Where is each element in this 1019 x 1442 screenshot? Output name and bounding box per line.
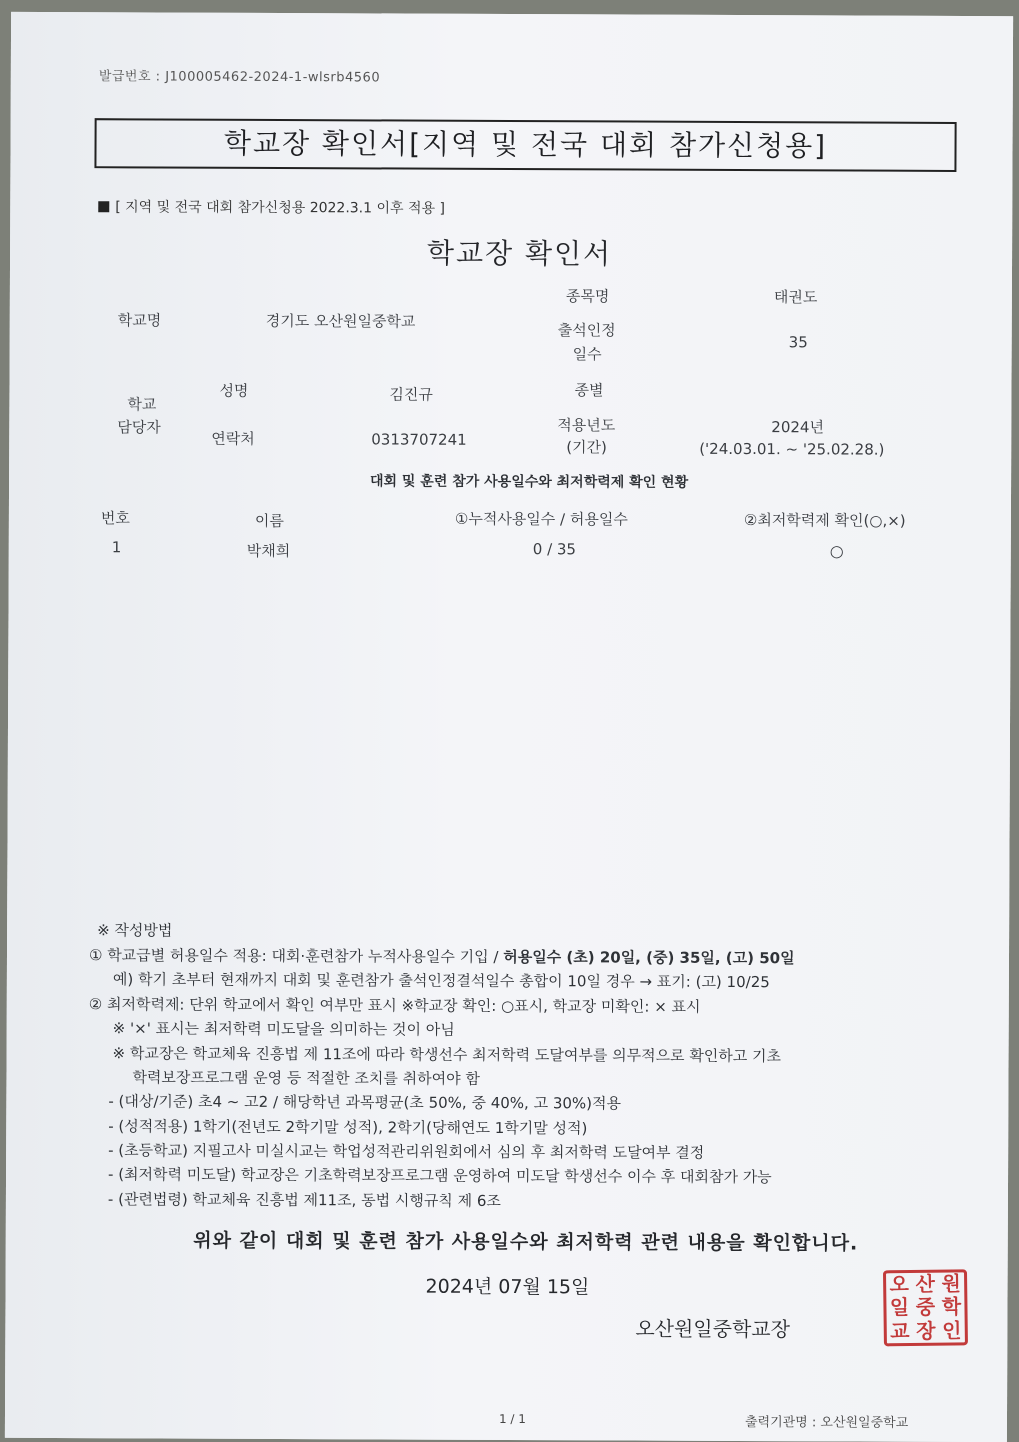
- sport-value: 태권도: [773, 288, 818, 307]
- subheading-text: [ 지역 및 전국 대회 참가신청용 2022.3.1 이후 적용 ]: [115, 199, 445, 217]
- issue-date: 2024년 07월 15일: [425, 1275, 590, 1299]
- name-label: 성명: [219, 381, 249, 400]
- notes-line-7: - (대상/기준) 초4 ~ 고2 / 해당학년 과목평균(초 50%, 중 40%, 고 30%)적용: [108, 1092, 622, 1113]
- seal-char: 산: [915, 1271, 935, 1296]
- principal-name: 오산원일중학교장: [635, 1316, 790, 1342]
- seal-char: 교: [889, 1318, 910, 1343]
- col-header-days: ①누적사용일수 / 허용일수: [454, 509, 628, 529]
- confirm-statement: 위와 같이 대회 및 훈련 참가 사용일수와 최저학력 관련 내용을 확인합니다.: [193, 1229, 859, 1255]
- attendance-label-2: 일수: [572, 345, 602, 364]
- sport-label: 종목명: [565, 287, 610, 306]
- page-number: 1 / 1: [498, 1411, 526, 1427]
- section-title: 대회 및 훈련 참가 사용일수와 최저학력제 확인 현황: [369, 473, 689, 491]
- period-value: ('24.03.01. ~ '25.02.28.): [699, 439, 885, 459]
- printed-by: 출력기관명 : 오산원일중학교: [744, 1415, 909, 1431]
- issue-number: 발급번호 : J100005462-2024-1-wlsrb4560: [98, 69, 381, 86]
- table-row-days: 0 / 35: [532, 540, 577, 559]
- table-row-minimum: ○: [829, 541, 844, 561]
- contact-label: 연락처: [211, 429, 255, 448]
- seal-char: 장: [915, 1318, 936, 1343]
- attendance-value: 35: [788, 333, 808, 352]
- seal-char: 오: [889, 1272, 909, 1297]
- year-label-1: 적용년도: [557, 416, 616, 435]
- attendance-label-1: 출석인정: [557, 321, 616, 340]
- seal-char: 중: [915, 1295, 936, 1320]
- col-header-number: 번호: [100, 509, 130, 528]
- notes-line-5: ※ 학교장은 학교체육 진흥법 제 11조에 따라 학생선수 최저학력 도달여부를 의무적으로 확인하고 기초: [112, 1044, 782, 1066]
- col-header-name: 이름: [254, 511, 284, 531]
- notes-line-6: 학력보장프로그램 운영 등 적절한 조치를 취하여야 함: [132, 1068, 480, 1088]
- document-page: [5, 12, 1013, 1442]
- notes-line-2: 예) 학기 초부터 현재까지 대회 및 훈련참가 출석인정결석일수 총합이 10일 경우 → 표기: (고) 10/25: [112, 970, 770, 992]
- manager-label-2: 담당자: [117, 418, 161, 437]
- notes-line-1-bold: 허용일수 (초) 20일, (중) 35일, (고) 50일: [503, 947, 795, 968]
- notes-line-8: - (성적적용) 1학기(전년도 2학기말 성적), 2학기(당해연도 1학기말 성적): [108, 1117, 588, 1138]
- col-header-minimum: ②최저학력제 확인(○,×): [743, 511, 906, 530]
- table-row-name: 박채희: [246, 541, 291, 561]
- notes-line-1-text: ① 학교급별 허용일수 적용: 대회·훈련참가 누적사용일수 기입 /: [88, 946, 504, 966]
- official-seal-icon: [883, 1269, 968, 1346]
- main-title: 학교장 확인서[지역 및 전국 대회 참가신청용]: [94, 118, 956, 172]
- school-value: 경기도 오산원일중학교: [265, 311, 416, 331]
- notes-line-9: - (초등학교) 지필고사 미실시교는 학업성적관리위원회에서 심의 후 최저학력 도달여부 결정: [108, 1141, 705, 1162]
- manager-label-1: 학교: [127, 395, 157, 414]
- square-bullet-icon: [98, 201, 109, 212]
- notes-line-3: ② 최저학력제: 단위 학교에서 확인 여부만 표시 ※학교장 확인: ○표시, 학교장 미확인: × 표시: [88, 995, 701, 1016]
- year-label-2: (기간): [566, 438, 607, 457]
- category-label: 종별: [574, 381, 604, 400]
- seal-char: 원: [941, 1271, 961, 1296]
- notes-line-1: [89, 943, 795, 971]
- notes-line-4: ※ '×' 표시는 최저학력 미도달을 의미하는 것이 아님: [112, 1019, 455, 1039]
- school-label: 학교명: [117, 311, 162, 330]
- seal-char: 인: [941, 1318, 962, 1343]
- notes-line-11: - (관련법령) 학교체육 진흥법 제11조, 동법 시행규칙 제 6조: [107, 1190, 501, 1210]
- table-row-number: 1: [111, 538, 122, 557]
- contact-value: 0313707241: [371, 430, 467, 449]
- document-title: 학교장 확인서: [426, 236, 613, 271]
- name-value: 김진규: [389, 385, 433, 404]
- subheading: [98, 196, 445, 218]
- seal-char: 일: [889, 1295, 910, 1320]
- seal-char: 학: [941, 1294, 962, 1319]
- notes-heading: ※ 작성방법: [97, 921, 173, 940]
- year-value: 2024년: [771, 418, 825, 437]
- notes-line-10: - (최저학력 미도달) 학교장은 기초학력보장프로그램 운영하여 미도달 학생선수 이수 후 대회참가 가능: [108, 1165, 772, 1187]
